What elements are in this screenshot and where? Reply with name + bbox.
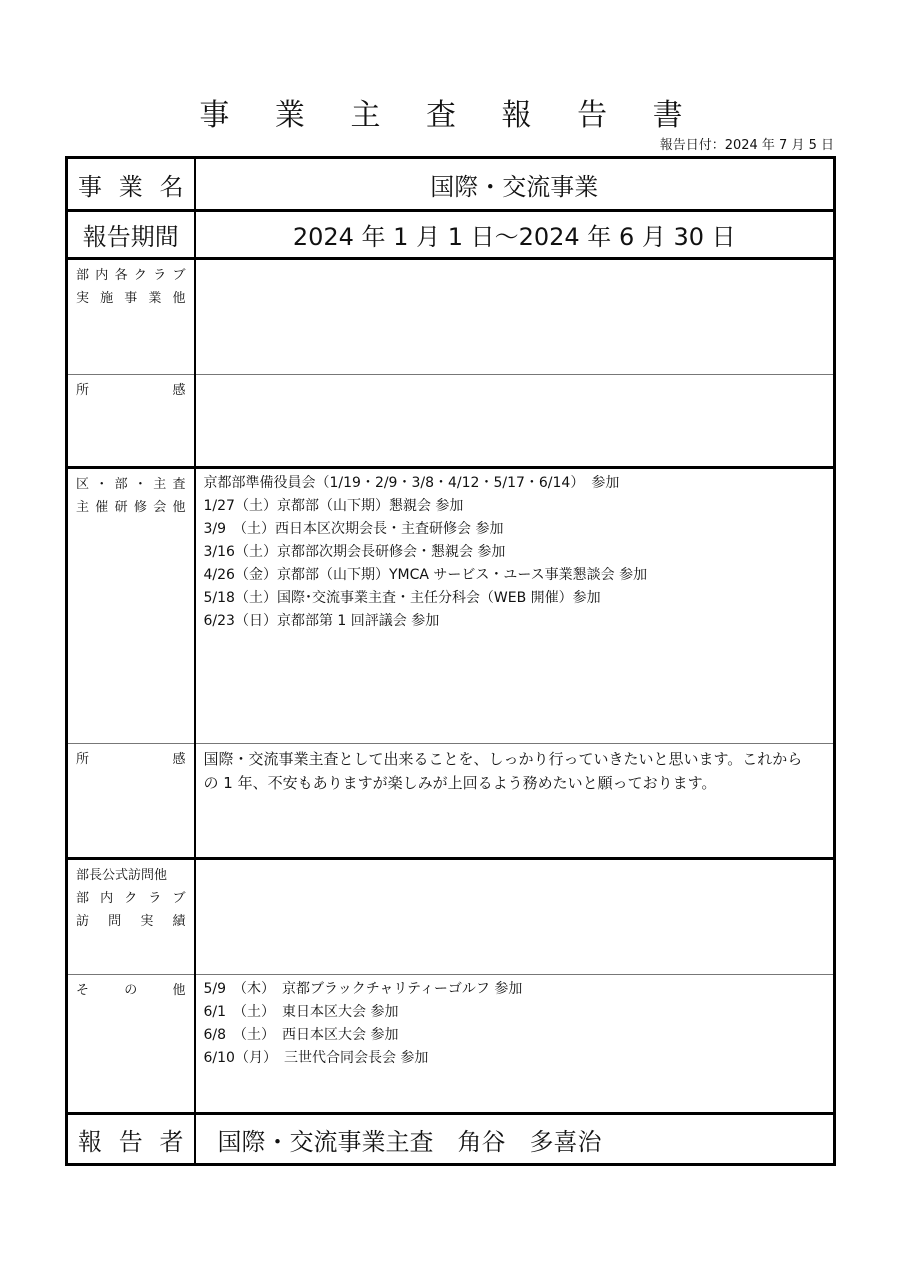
list-item: 1/27（土）京都部（山下期）懇親会 参加 (203, 498, 464, 514)
remarks1-content (195, 375, 835, 468)
list-item: 3/16（土）京都部次期会長研修会・懇親会 参加 (203, 544, 506, 560)
list-item: 4/26（金）京都部（山下期）YMCA サービス・ユース事業懇談会 参加 (203, 567, 648, 583)
list-item: 6/8 （土） 西日本区大会 参加 (203, 1027, 399, 1043)
district-label: 区 ・ 部 ・ 主 査 主 催 研 修 会 他 (67, 468, 195, 744)
district-row (67, 468, 835, 744)
visits-row (67, 859, 835, 975)
list-item: 3/9 （土）西日本区次期会長・主査研修会 参加 (203, 521, 504, 537)
visits-label: 部長公式訪問他 部 内 ク ラ ブ 訪 問 実 績 (67, 859, 195, 975)
project-value: 国際・交流事業 (430, 172, 599, 201)
reporter-row (67, 1114, 835, 1165)
remarks2-row (67, 744, 835, 859)
reporter-label: 報 告 者 (67, 1114, 195, 1165)
district-content (195, 468, 835, 744)
club-row (67, 259, 835, 375)
reporter-value: 国際・交流事業主査 角谷 多喜治 (195, 1114, 835, 1165)
list-item: 6/10（月） 三世代合同会長会 参加 (203, 1050, 429, 1066)
club-content (195, 259, 835, 375)
project-row (67, 158, 835, 211)
period-value: 2024 年 1 月 1 日～2024 年 6 月 30 日 (195, 211, 835, 259)
list-item: 5/18（土）国際･交流事業主査・主任分科会（WEB 開催）参加 (203, 590, 601, 606)
project-label: 事 業 名 (67, 158, 195, 211)
remarks2-content (195, 744, 835, 859)
list-item: 5/9 （木） 京都ブラックチャリティーゴルフ 参加 (203, 981, 523, 997)
list-item: 6/23（日）京都部第 1 回評議会 参加 (203, 613, 440, 629)
report-table (65, 156, 836, 1166)
club-label: 部 内 各 ク ラ ブ 実 施 事 業 他 (67, 259, 195, 375)
remarks1-row (67, 375, 835, 468)
visits-content (195, 859, 835, 975)
report-date: 報告日付：2024 年 7 月 5 日 (659, 138, 834, 153)
remarks2-label: 所 感 (67, 744, 195, 859)
other-row (67, 975, 835, 1114)
period-row (67, 211, 835, 259)
other-label: そ の 他 (67, 975, 195, 1114)
other-content (195, 975, 835, 1114)
remarks1-label: 所 感 (67, 375, 195, 468)
list-item: 6/1 （土） 東日本区大会 参加 (203, 1004, 399, 1020)
remarks-text: 国際・交流事業主査として出来ることを、しっかり行っていきたいと思います。これからの 1 年、不安もありますが楽しみが上回るよう務めたいと願っております。 (203, 750, 803, 792)
period-label: 報告期間 (67, 211, 195, 259)
list-item: 京都部準備役員会（1/19・2/9・3/8・4/12・5/17・6/14） 参加 (203, 475, 620, 491)
page-title: 事 業 主 査 報 告 書 (199, 98, 701, 133)
